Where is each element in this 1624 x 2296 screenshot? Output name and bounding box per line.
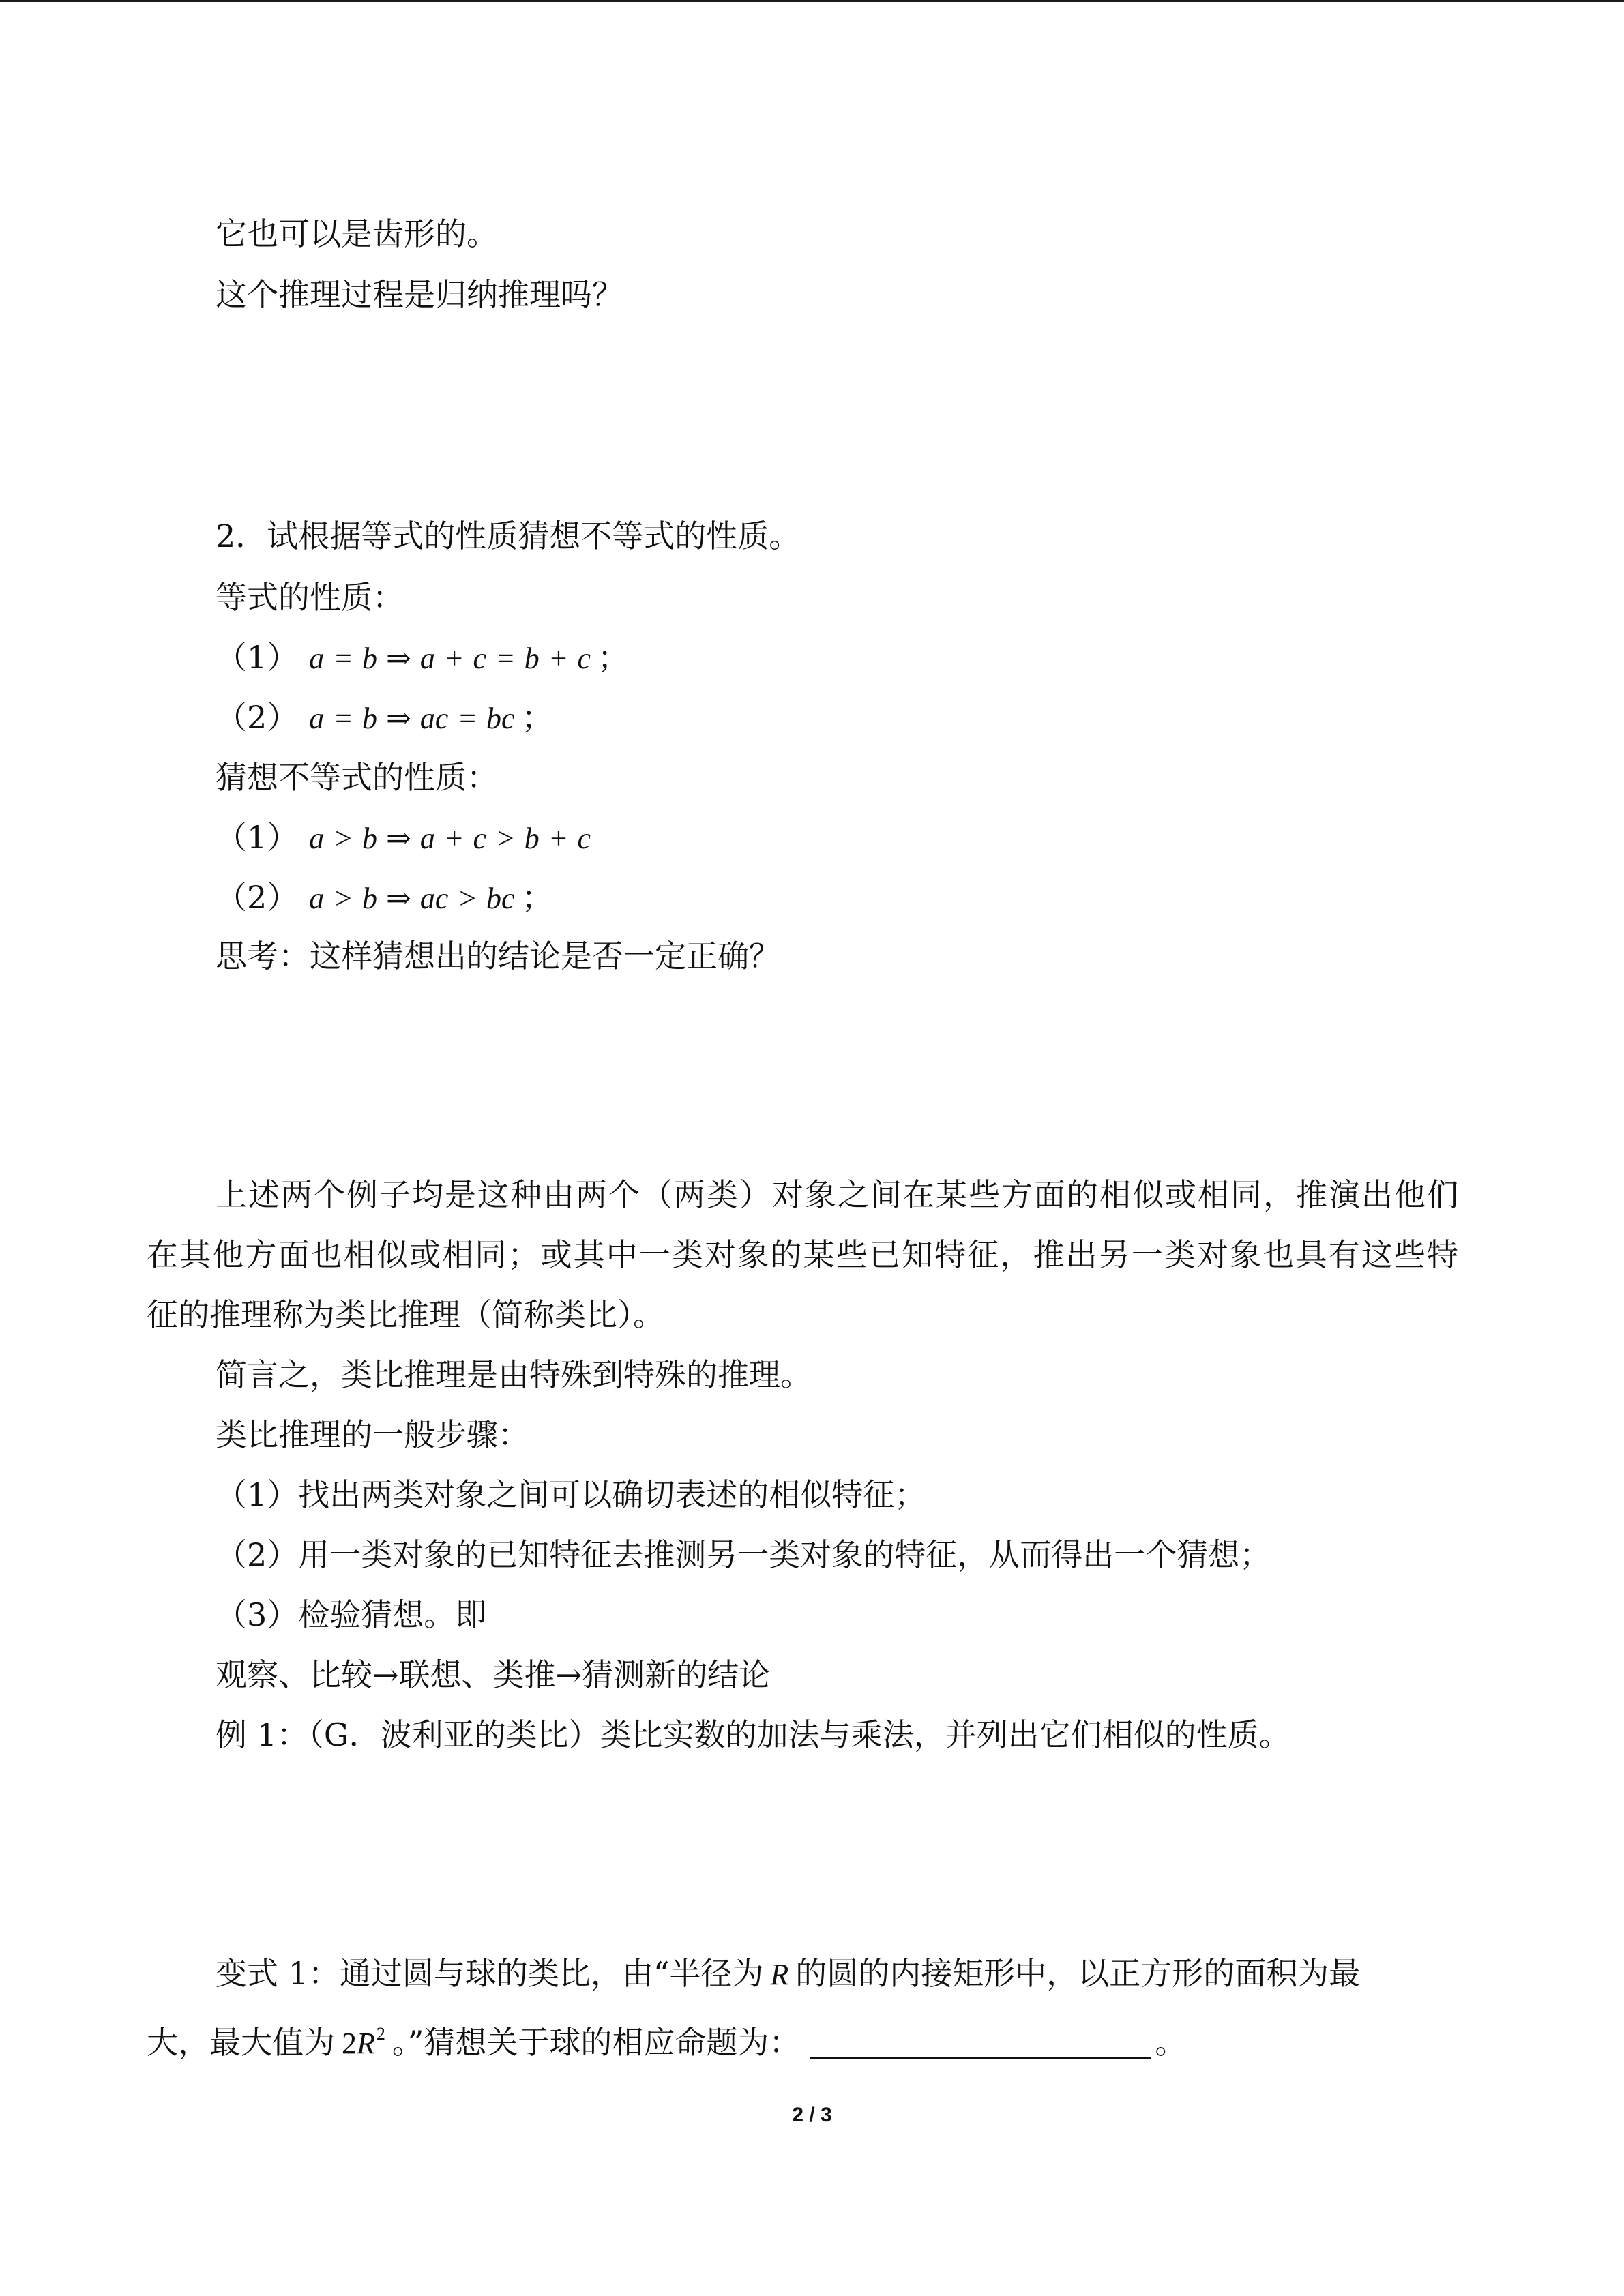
item-terminator: ；	[521, 699, 553, 736]
answer-blank	[810, 2029, 1151, 2059]
example-2-heading: 2．试根据等式的性质猜想不等式的性质。	[216, 518, 801, 554]
math-expression: a = b ⇒ ac = bc	[309, 702, 515, 735]
analogy-step-1: （1）找出两类对象之间可以确切表述的相似特征；	[216, 1476, 926, 1513]
math-expression: a > b ⇒ ac > bc	[309, 882, 515, 915]
analogy-definition-line: 上述两个例子均是这种由两个（两类）对象之间在某些方面的相似或相同，推演出他们	[216, 1176, 1458, 1213]
equality-properties-label: 等式的性质：	[216, 579, 404, 616]
item-number: （2）	[216, 879, 299, 916]
page-number: 2 / 3	[792, 2104, 832, 2126]
page-top-border	[0, 0, 1624, 2]
variant-1-end: 。	[1155, 2024, 1187, 2061]
inequality-properties-label: 猜想不等式的性质：	[216, 759, 498, 796]
item-number: （1）	[216, 639, 299, 676]
coefficient: 2	[342, 2027, 357, 2060]
radius-variable: R	[770, 1958, 789, 1991]
inequality-property-1	[216, 807, 591, 867]
reflection-question: 思考：这样猜想出的结论是否一定正确？	[216, 938, 780, 974]
analogy-flow: 观察、比较→联想、类推→猜测新的结论	[216, 1656, 771, 1693]
exponent: 2	[376, 2024, 385, 2044]
radius-variable: R	[357, 2027, 375, 2060]
math-expression: a = b ⇒ a + c = b + c	[309, 642, 591, 675]
analogy-definition-line: 在其他方面也相似或相同；或其中一类对象的某些已知特征，推出另一类对象也具有这些特	[147, 1236, 1458, 1273]
analogy-summary: 简言之，类比推理是由特殊到特殊的推理。	[216, 1356, 812, 1393]
variant-1-text: 变式 1：通过圆与球的类比，由“半径为	[216, 1955, 764, 1992]
equality-property-1	[216, 627, 629, 687]
item-terminator: ；	[521, 879, 553, 916]
analogy-definition-line: 征的推理称为类比推理（简称类比）。	[147, 1296, 664, 1333]
continuation-text: 它也可以是齿形的。	[216, 215, 498, 252]
variant-1-line-1	[216, 1943, 1360, 2003]
item-terminator: ；	[597, 639, 629, 676]
item-number: （1）	[216, 819, 299, 856]
example-1-text: 例 1：（G．波利亚的类比）类比实数的加法与乘法，并列出它们相似的性质。	[216, 1716, 1290, 1753]
equality-property-2	[216, 687, 553, 747]
analogy-step-2: （2）用一类对象的已知特征去推测另一类对象的特征，从而得出一个猜想；	[216, 1536, 1271, 1573]
inequality-property-2	[216, 867, 553, 927]
variant-1-text: 。”猜想关于球的相应命题为：	[392, 2024, 801, 2061]
variant-1-text: 的圆的内接矩形中，以正方形的面积为最	[795, 1955, 1361, 1992]
induction-question: 这个推理过程是归纳推理吗？	[216, 276, 623, 313]
math-expression: a > b ⇒ a + c > b + c	[309, 822, 591, 855]
item-number: （2）	[216, 699, 299, 736]
analogy-steps-title: 类比推理的一般步骤：	[216, 1416, 529, 1453]
analogy-step-3: （3）检验猜想。即	[216, 1596, 487, 1633]
variant-1-line-2	[147, 2012, 1186, 2072]
variant-1-text: 大，最大值为	[147, 2024, 335, 2061]
